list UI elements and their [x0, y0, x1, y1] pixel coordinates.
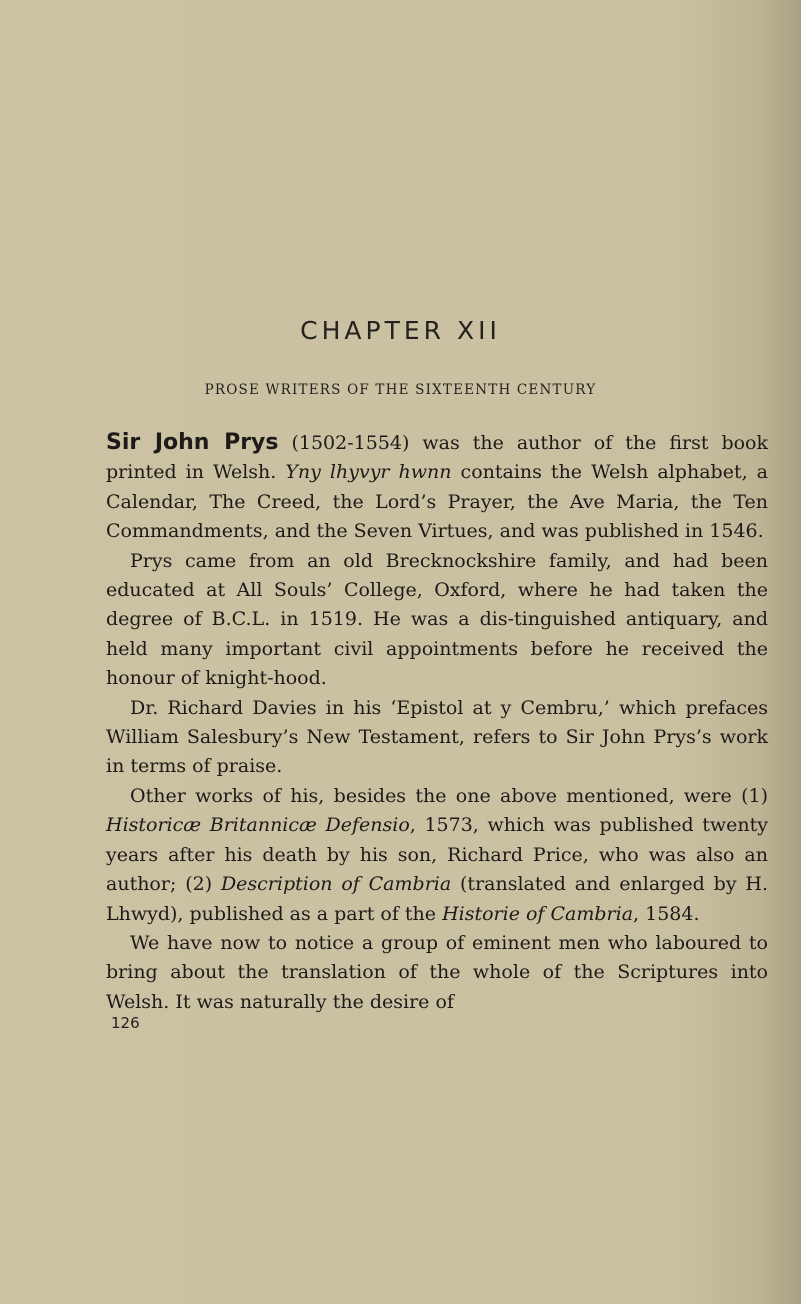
book-title-description: Description of Cambria: [220, 873, 452, 896]
paragraph-2: Prys came from an old Brecknockshire family, and had been educated at All Souls’ College, Oxford, where he had taken the degree of B.C.L. in 1519. He was a dis-tinguished antiquary, and held many important civil appointments before he received the honour of knight-hood.: [106, 549, 768, 690]
book-title-historie: Historie of Cambria: [442, 902, 634, 925]
paragraph-1: [106, 428, 768, 547]
paragraph-1-text-a: (1502-1554) was the author of the first book printed in Welsh.: [106, 432, 769, 484]
lead-name: Sir John Prys: [106, 430, 279, 455]
chapter-title: CHAPTER XII: [300, 316, 501, 345]
paragraph-3: Dr. Richard Davies in his ‘Epistol at y Cembru,’ which prefaces William Salesbury’s New Testament, refers to Sir John Prys’s work in terms of praise.: [106, 696, 768, 778]
body-text: [106, 428, 768, 1017]
paragraph-1-text-b: contains the Welsh alphabet, a Calendar, The Creed, the Lord’s Prayer, the Ave Maria, the Ten Commandments, and the Seven Virtues, and was published in 1546.: [106, 461, 768, 543]
paragraph-4-text-b: , 1573, which was published twenty years after his death by his son, Richard Price, who was also an author; (2): [106, 814, 768, 896]
book-title-yny-lhyvyr: Yny lhyvyr hwnn: [285, 461, 452, 484]
paragraph-4-text-d: , 1584.: [633, 902, 700, 925]
paragraph-4-text-a: Other works of his, besides the one above mentioned, were (1): [130, 784, 768, 807]
paragraph-4: [106, 782, 768, 929]
chapter-subtitle: PROSE WRITERS OF THE SIXTEENTH CENTURY: [204, 382, 597, 398]
paragraph-5: We have now to notice a group of eminent men who laboured to bring about the translation of the whole of the Scriptures into Welsh. It was naturally the desire of: [106, 931, 768, 1013]
page-number: 126: [111, 1014, 140, 1032]
paragraph-4-text-c: (translated and enlarged by H. Lhwyd), published as a part of the: [106, 873, 768, 925]
book-title-defensio: Historicæ Britannicæ Defensio: [106, 814, 410, 837]
